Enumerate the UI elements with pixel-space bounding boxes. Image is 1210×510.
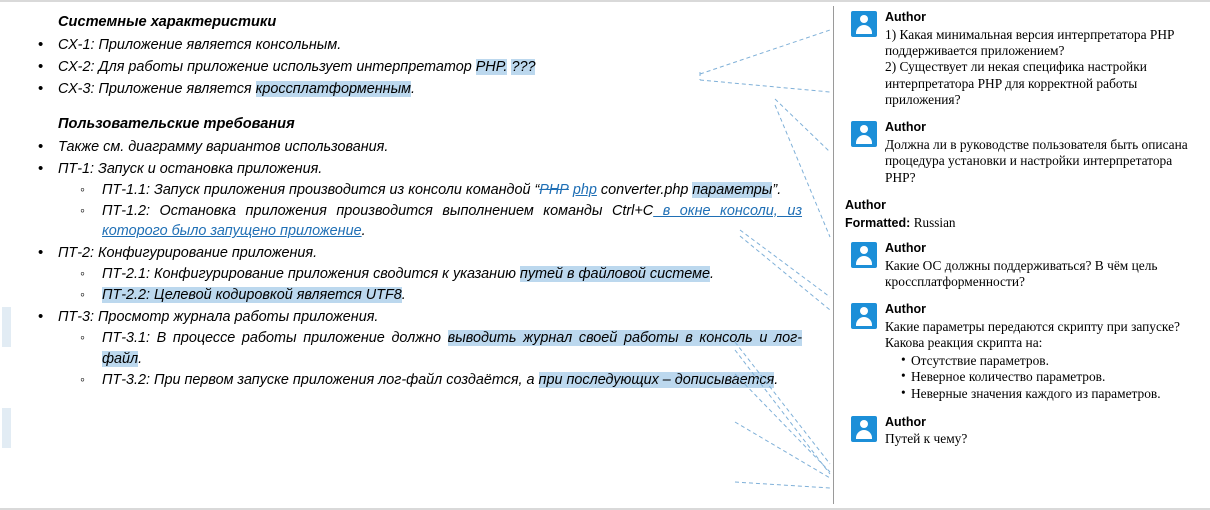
- req-pt31-post: .: [138, 350, 143, 367]
- deleted-text-php-upper: PHP: [539, 181, 569, 198]
- list-item: • Отсутствие параметров.: [901, 353, 1204, 370]
- section-heading-system: Системные характеристики: [58, 14, 277, 30]
- req-pt31-hl-a: В процессе работы приложение должно: [156, 329, 448, 346]
- comment-line: 1) Какая минимальная версия интерпретатора PHP поддерживается приложением?: [885, 26, 1174, 58]
- avatar-icon: [851, 242, 877, 268]
- req-pt11-mid: converter.php: [596, 181, 693, 198]
- req-pt1-text: ПТ-1: Запуск и остановка приложения.: [58, 160, 323, 177]
- user-requirements-list: [14, 137, 802, 391]
- comment-anchor-append[interactable]: при последующих – дописывается: [538, 371, 775, 388]
- req-sh1-text: СХ-1: Приложение является консольным.: [58, 37, 342, 54]
- comment-anchor-paths[interactable]: путей в файловой системе: [519, 266, 710, 283]
- comment-author: Author: [885, 302, 926, 317]
- comment-item[interactable]: [845, 10, 1204, 108]
- list-item: [58, 201, 802, 243]
- list-item: [14, 307, 802, 391]
- comment-line: 2) Существует ли некая специфика настройки интерпретатора PHP для корректной работы приложения?: [885, 59, 1147, 107]
- comment-author: Author: [885, 120, 926, 135]
- list-item: [14, 79, 802, 100]
- format-change-item[interactable]: [845, 198, 1204, 231]
- sublist-pt1: [58, 180, 802, 243]
- usecase-note-text: Также см. диаграмму вариантов использования.: [58, 138, 389, 155]
- req-sh2-text: СХ-2: Для работы приложение использует интерпретатор: [58, 59, 476, 76]
- section-heading-user: Пользовательские требования: [58, 115, 295, 132]
- avatar-icon: [851, 11, 877, 37]
- list-item: [14, 35, 802, 56]
- inserted-text-console-window: в окне консоли, из которого было запущено приложение: [102, 202, 803, 240]
- req-pt21-pre: ПТ-2.1: Конфигурирование приложения сводится к указанию: [102, 266, 520, 283]
- avatar-icon: [851, 416, 877, 442]
- req-pt21-post: .: [709, 266, 714, 283]
- comment-item[interactable]: [845, 120, 1204, 186]
- req-pt32-pre: ПТ-3.2: При первом запуске приложения лог-файл создаётся, а: [102, 371, 539, 388]
- comments-pane-divider: [833, 6, 834, 504]
- list-item: [14, 57, 802, 78]
- req-pt3-text: ПТ-3: Просмотр журнала работы приложения.: [58, 308, 379, 325]
- list-item: [58, 264, 802, 285]
- comment-body: [885, 137, 1204, 186]
- comment-author: Author: [885, 414, 926, 429]
- inserted-text-php-lower: php: [572, 181, 597, 198]
- req-pt12-pre: ПТ-1.2: Остановка приложения производится выполнением команды Ctrl+C: [102, 202, 654, 219]
- comment-item[interactable]: [845, 302, 1204, 403]
- formatted-change: [845, 214, 1204, 231]
- comment-anchor-utf8[interactable]: ПТ-2.2: Целевой кодировкой является UTF8: [102, 287, 402, 304]
- comment-body: [885, 319, 1204, 403]
- req-pt31-pre: ПТ-3.1:: [102, 329, 157, 346]
- list-item: [58, 285, 802, 306]
- sublist-pt3: [58, 328, 802, 391]
- list-item: [14, 243, 802, 306]
- comment-body: [885, 27, 1204, 109]
- list-item: [58, 328, 802, 370]
- comment-author: Author: [885, 10, 926, 24]
- comment-bullet-list: [885, 353, 1204, 403]
- req-sh3-period: .: [411, 80, 416, 97]
- req-pt12-post: .: [361, 223, 366, 240]
- comment-item[interactable]: [845, 241, 1204, 290]
- list-item: [58, 180, 802, 201]
- formatted-label: Formatted:: [845, 215, 911, 230]
- req-pt22-post: .: [401, 287, 406, 304]
- sublist-pt2: [58, 264, 802, 306]
- comment-author: Author: [845, 198, 886, 212]
- list-item: • Неверные значения каждого из параметров.: [901, 386, 1204, 403]
- comment-line: Какие ОС должны поддерживаться? В чём цель кроссплатформенности?: [885, 257, 1158, 289]
- system-requirements-list: [14, 35, 802, 100]
- list-item: • Неверное количество параметров.: [901, 369, 1204, 386]
- comment-anchor-php[interactable]: PHP.: [475, 59, 508, 76]
- formatted-value: Russian: [913, 214, 956, 230]
- comment-author: Author: [885, 240, 926, 255]
- avatar-icon: [851, 303, 877, 329]
- change-bar: [2, 408, 11, 448]
- req-pt2-text: ПТ-2: Конфигурирование приложения.: [58, 245, 318, 262]
- list-item: [58, 370, 802, 391]
- comment-anchor-question[interactable]: ???: [511, 59, 536, 76]
- comment-anchor-parameters[interactable]: параметры: [692, 181, 773, 198]
- comments-pane: [845, 2, 1210, 508]
- list-item: [14, 137, 802, 158]
- req-pt11-post: ”.: [772, 181, 782, 198]
- change-bar: [2, 307, 11, 347]
- comment-anchor-crossplatform[interactable]: кроссплатформенным: [255, 80, 412, 97]
- document-text-area: [0, 2, 828, 508]
- comment-item[interactable]: [845, 415, 1204, 448]
- req-sh3-text: СХ-3: Приложение является: [58, 80, 256, 97]
- comment-body: [885, 258, 1204, 291]
- comment-body: [885, 431, 1204, 447]
- avatar-icon: [851, 121, 877, 147]
- req-pt11-pre: ПТ-1.1: Запуск приложения производится из консоли командой “: [102, 181, 540, 198]
- comment-line: Какие параметры передаются скрипту при запуске? Какова реакция скрипта на:: [885, 318, 1180, 351]
- comment-line: Путей к чему?: [885, 431, 968, 447]
- comment-anchor-log[interactable]: выводить журнал своей работы в консоль и лог-файл: [102, 329, 802, 367]
- comment-line: Должна ли в руководстве пользователя быть описана процедура установки и настройки интерпретатора PHP?: [885, 136, 1188, 185]
- req-pt32-post: .: [774, 371, 779, 388]
- list-item: [14, 159, 802, 243]
